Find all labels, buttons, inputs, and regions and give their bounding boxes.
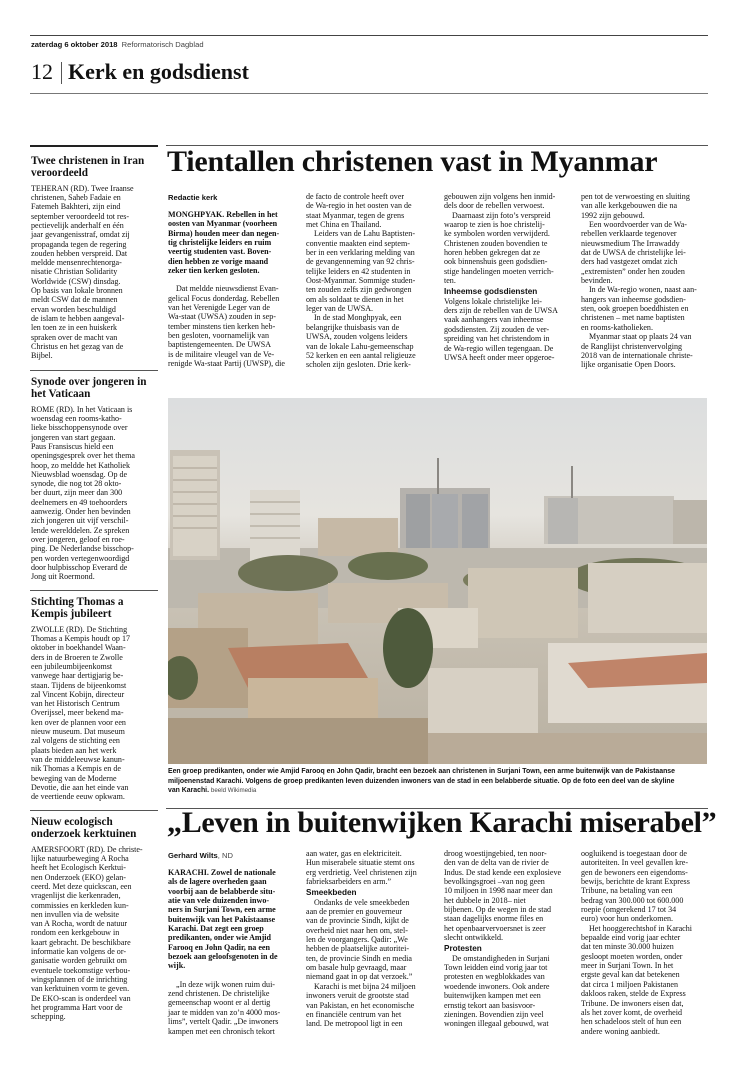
article-column: gebouwen zijn volgens hen inmid- dels door de rebellen verwoest. Daarnaast zijn foto’s verspreid waarop te zien is hoe christelij- ke symbolen worden verwijderd. Christenen zouden bovendien te horen hebben gekregen dat ze ook binnenshuis geen godsdien- stige handelingen moeten verrich- ten. Inheemse godsdiensten Volgens lokale christelijke lei- ders zijn de rebellen van de UWSA vaak aanhangers van inheemse godsdiensten. Zij zouden de ver- spreiding van het christendom in de Wa-regio willen tegengaan. De UWSA heeft onder meer opgeroe- bbox=[444, 192, 571, 362]
section-title: Kerk en godsdienst bbox=[68, 59, 249, 84]
issue-date: zaterdag 6 oktober 2018 bbox=[31, 40, 118, 49]
skyline-illustration bbox=[168, 398, 707, 764]
article-column: KARACHI. Zowel de nationale als de lagere overheden gaan voorbij aan de belabberde situ- atie van vele duizenden inwo- ners in Surjani Town, een arme buitenwijk van het Pakistaanse Karachi. Dat zegt een groep predikanten, onder wie Amjid Farooq en John Qadir, na een bezoek aan geloofsgenoten in de wijk. „In deze wijk wonen ruim dui- zend christenen. De christelijke gemeenschap woont er al dertig jaar te midden van zo’n 4000 mos- lims”, vertelt Qadir. „De inwoners kampen met een chronisch tekort bbox=[168, 868, 295, 1036]
article-subhead: Protesten bbox=[444, 944, 482, 954]
sidebar-brief bbox=[31, 155, 157, 360]
article-column bbox=[168, 210, 295, 369]
brief-body: ZWOLLE (RD). De Stichting Thomas a Kempis houdt op 17 oktober in boekhandel Waan- ders in de Broeren te Zwolle een jubileumbijeenkomst vanwege haar dertigjarig be- staan. Tijdens de bijeenkomst zal Vincent Kobijn, directeur van het Historisch Centrum Overijssel, meer bekend ma- ken over de plannen voor een nieuw museum. Dat museum zal volgens de stichting een plaats bieden aan het werk van de middeleeuwse kanun- nik Thomas a Kempis en de beweging van de Moderne Devotie, die aan het einde van de veertiende eeuw opkwam. bbox=[31, 624, 131, 802]
article-lead: KARACHI. Zowel de nationale als de lagere overheden gaan voorbij aan de belabberde situ- atie van vele duizenden inwo- ners in Surjani Town, een arme buitenwijk van het Pakistaanse Karachi. Dat zegt een groep predikanten, onder wie Amjid Farooq en John Qadir, na een bezoek aan geloofsgenoten in de wijk. bbox=[168, 868, 278, 971]
article-column: aan water, gas en elektriciteit. Hun miserabele situatie stemt ons erg verdrietig. Veel christenen zijn fabrieksarbeiders en arm.” Smeekbeden Ondanks de vele smeekbeden aan de premier en gouverneur van de provincie Sindh, kijkt de overheid niet naar hen om, stel- len de voorgangers. Qadir: „We hebben de plaatselijke autoritei- ten, de provincie Sindh en media om basale hulp gevraagd, maar niemand gaat in op dat verzoek.” Karachi is met bijna 24 miljoen inwoners veruit de grootste stad van Pakistan, en het economische en financiële centrum van het land. De metropool ligt in een bbox=[306, 849, 433, 1029]
brief-body: ROME (RD). In het Vaticaan is woensdag een rooms-katho- lieke bisschoppensynode over jongeren van start gegaan. Paus Fransiscus hield een openingsgesprek over het thema hoop, zo meldde het Katholiek Nieuwsblad woensdag. Op de synode, die nog tot 28 okto- ber duurt, zijn meer dan 300 deelnemers en 49 toehoorders aanwezig. Onder hen bevinden zich jongeren uit vijf verschil- lende werelddelen. Ze spreken over jongeren, geloof en roe- ping. De Nederlandse bisschop- pen worden vertegenwoordigd door hulpbisschop Everard de Jong uit Roermond. bbox=[31, 404, 135, 582]
header-divider bbox=[61, 62, 62, 84]
karachi-skyline-photo bbox=[168, 398, 707, 764]
brief-headline: Synode over jongeren in het Vaticaan bbox=[31, 376, 147, 401]
photo-caption: Een groep predikanten, onder wie Amjid Farooq en John Qadir, bracht een bezoek aan christenen in Surjani Town, een arme buitenwijk van de Pakistaanse miljoenenstad Karachi. Volgens de groep predikanten leven duizenden inwoners van de stad in een belabberde situatie. Op de foto een deel van de skyline van Karachi. beeld Wikimedia bbox=[168, 768, 675, 795]
newspaper-name: Reformatorisch Dagblad bbox=[121, 40, 204, 49]
article-column: pen tot de verwoesting en sluiting van alle kerkgebouwen die na 1992 zijn gebouwd. Een woordvoerder van de Wa- rebellen verklaarde tegenover nieuwsmedium The Irrawaddy dat de UWSA de christelijke lei- ders had vastgezet omdat zich „extremisten” onder hen zouden bevinden. In de Wa-regio wonen, naast aan- hangers van inheemse godsdien- sten, ook groepen boeddhisten en christenen – met name baptisten en rooms-katholieken. Myanmar staat op plaats 24 van de Ranglijst christenvervolging 2018 van de internationale christe- lijke organisatie Open Doors. bbox=[581, 192, 697, 370]
brief-headline: Twee christenen in Iran veroordeeld bbox=[31, 155, 145, 180]
article-paragraph: Dat meldde nieuwsdienst Evan- gelical Focus donderdag. Rebellen van het Verenigde Leger van de Wa-staat (UWSA) zouden in sep- tember minstens tien kerken heb- ben gesloten, voornamelijk van baptistengemeenten. De UWSA is de militaire vleugel van de Ve- renigde Wa-staat Partij (UWSP), die bbox=[168, 284, 285, 369]
article-column: oogluikend is toegestaan door de autoriteiten. In veel gevallen kre- gen de bewoners een eigendoms- bewijs, berichtte de krant Express Tribune, na betaling van een bedrag van 300.000 tot 600.000 roepie (omgerekend 17 tot 34 euro) voor hun onderkomen. Het hooggerechtshof in Karachi bepaalde eind vorig jaar echter dat ten minste 30.000 huizen gesloopt moeten worden, onder meer in Surjani Town. In het ergste geval kan dat betekenen dat circa 1 miljoen Pakistanen dakloos raken, stelde de Express Tribune. De inwoners eisen dat, als het zover komt, de overheid hen schadeloos stelt of hun een andere woning aanbiedt. bbox=[581, 849, 693, 1036]
article-column: de facto de controle heeft over de Wa-regio in het oosten van de staat Myanmar, tegen de grens met China en Thailand. Leiders van de Lahu Baptisten- conventie maakten eind septem- ber in een verklaring melding van de gevangenneming van 92 chris- telijke leiders en 42 studenten in Oost-Myanmar. Sommige studen- ten zouden zelfs zijn gedwongen om als soldaat te dienen in het leger van de UWSA. In de stad Monghpyak, een belangrijke thuisbasis van de UWSA, zouden volgens leiders van de lokale Lahu-gemeenschap 52 kerken en een aantal religieuze scholen zijn gesloten. Drie kerk- bbox=[306, 192, 416, 370]
article-byline: Redactie kerk bbox=[168, 193, 218, 202]
photo-credit: beeld Wikimedia bbox=[210, 787, 257, 795]
article-headline: „Leven in buitenwijken Karachi miserabel” bbox=[167, 806, 717, 839]
sidebar-brief bbox=[31, 816, 157, 1021]
brief-body: AMERSFOORT (RD). De christe- lijke natuurbeweging A Rocha heeft het Ecologisch Kerktui- nen Onderzoek (EKO) gelan- ceerd. Met deze quickscan, een vragenlijst die kerkenraden, commissies en kerkleden kun- nen invullen via de website van A Rocha, wordt de natuur rondom een kerkgebouw in kaart gebracht. De beschikbare informatie kan volgens de or- ganisatie worden gebruikt om eventuele toekomstige verbou- wingsplannen of de inrichting van kerktuinen vorm te geven. De EKO-scan is onderdeel van het programma Hart voor de schepping. bbox=[31, 844, 143, 1022]
article-byline: Gerhard Wilts, ND bbox=[168, 851, 233, 860]
page-number: 12 bbox=[31, 59, 53, 84]
article-subhead: Inheemse godsdiensten bbox=[444, 287, 538, 297]
brief-headline: Nieuw ecologisch onderzoek kerktuinen bbox=[31, 816, 137, 841]
brief-headline: Stichting Thomas a Kempis jubileert bbox=[31, 596, 124, 621]
brief-body: TEHERAN (RD). Twee Iraanse christenen, Saheb Fadaie en Fatemeh Bakhteri, zijn eind september veroordeeld tot res- pectievelijk anderhalf en één jaar gevangenisstraf, omdat zij propaganda tegen de regering zouden hebben verspreid. Dat meldde mensenrechtenorga- nisatie Christian Solidarity Worldwide (CSW) dinsdag. Op basis van lokale bronnen meldt CSW dat de mannen ervan worden beschuldigd de islam te hebben aangeval- len toen ze in een huiskerk spraken over de macht van Christus en het gezag van de Bijbel. bbox=[31, 183, 134, 361]
article-subhead: Smeekbeden bbox=[306, 888, 357, 898]
article-lead: MONGHPYAK. Rebellen in het oosten van Myanmar (voorheen Birma) houden meer dan negen- tig christelijke leiders en ruim veertig studenten vast. Boven- dien hebben ze vorige maand zeker tien kerken gesloten. bbox=[168, 210, 280, 276]
page-dateline bbox=[31, 40, 204, 49]
article-column: droog woestijngebied, ten noor- den van de delta van de rivier de Indus. De stad kende een explosieve bevolkingsgroei –van nog geen 10 miljoen in 1998 naar meer dan het dubbele in 2018– niet bijbenen. Op de wegen in de stad staan dagelijks enorme files en het openbaarvervoersnet is zeer slecht ontwikkeld. Protesten De omstandigheden in Surjani Town leidden eind vorig jaar tot protesten en wegblokkades van woedende inwoners. Ook andere buitenwijken kampen met een ernstig tekort aan basisvoor- zieningen. Bovendien zijn veel woningen illegaal gebouwd, wat bbox=[444, 849, 571, 1029]
sidebar-brief bbox=[31, 376, 157, 581]
article-headline: Tientallen christenen vast in Myanmar bbox=[167, 145, 658, 178]
sidebar-brief bbox=[31, 596, 157, 801]
